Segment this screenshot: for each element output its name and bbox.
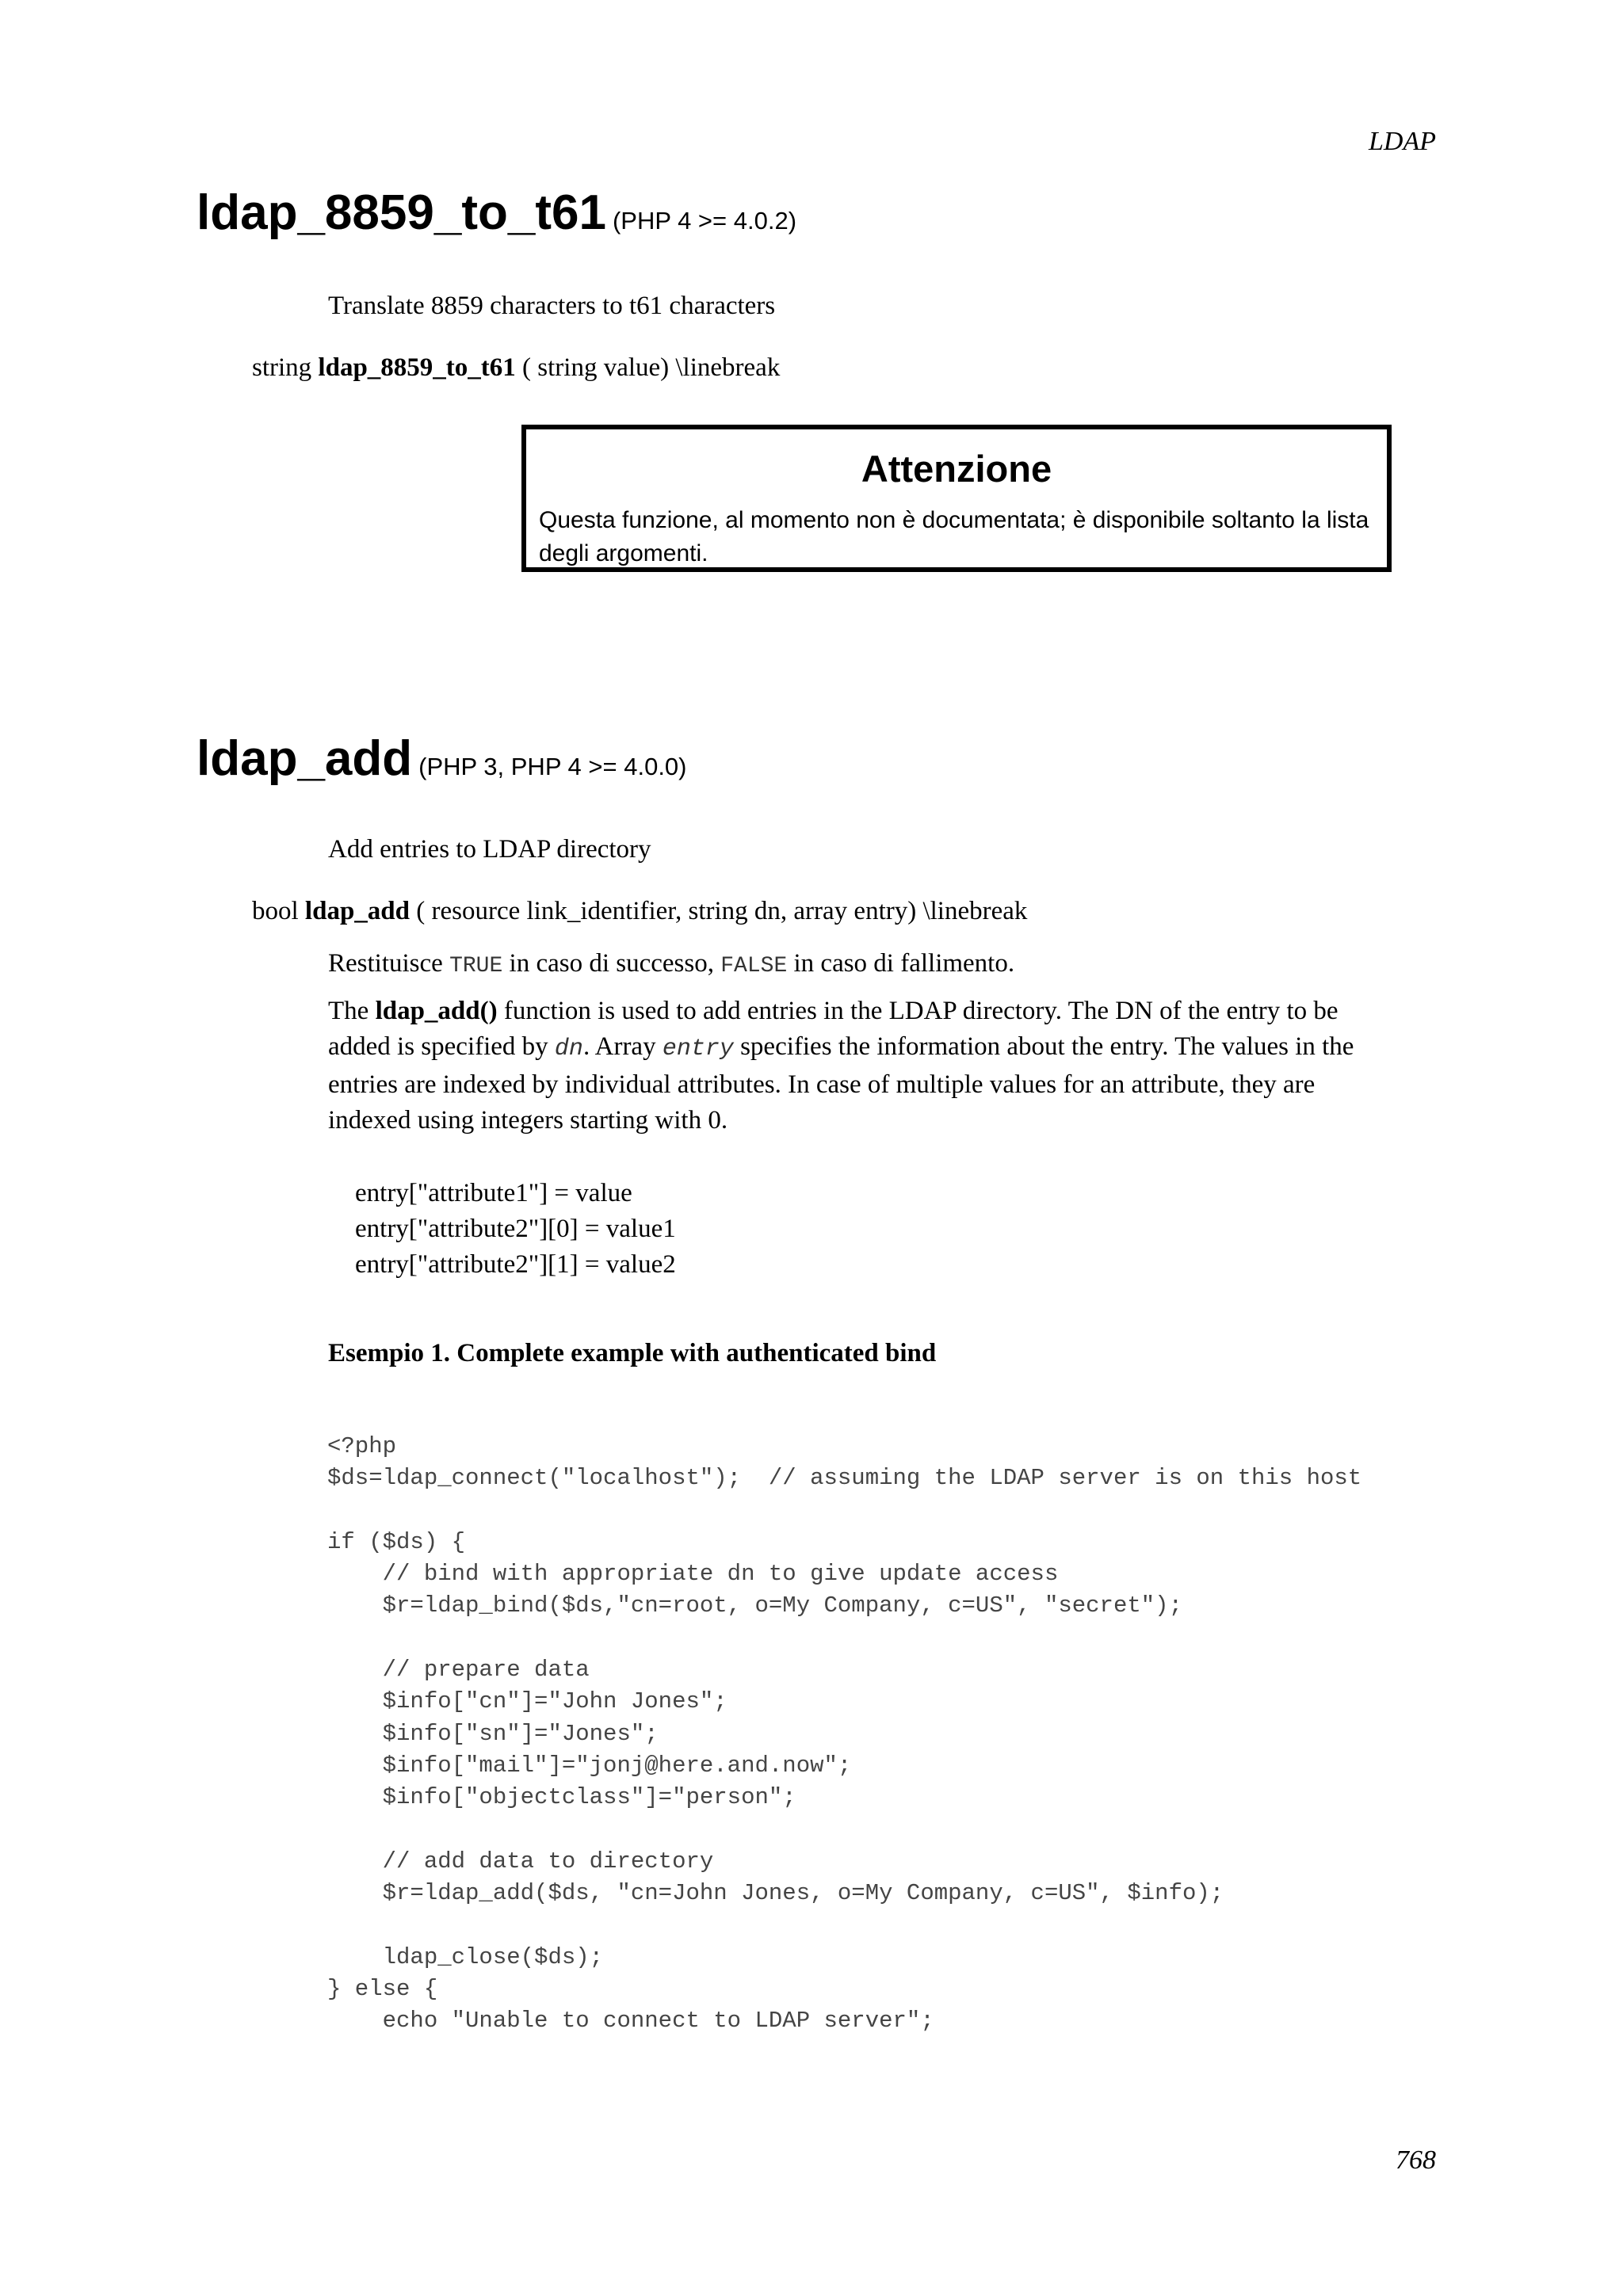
return-text-pre: Restituisce: [328, 949, 443, 978]
description-line-1: [328, 994, 1354, 1029]
running-header: LDAP: [1369, 127, 1436, 156]
function-version: (PHP 4 >= 4.0.2): [612, 207, 797, 235]
entry-structure-list: [355, 1176, 676, 1283]
entry-line: entry["attribute1"] = value: [355, 1179, 632, 1207]
synopsis-arguments: ( resource link_identifier, string dn, array entry) \linebreak: [416, 897, 1028, 925]
return-text-post: in caso di fallimento.: [793, 949, 1015, 978]
true-literal: TRUE: [449, 954, 503, 978]
return-value-text: [328, 946, 1014, 984]
function-title-ldap-8859-to-t61: [197, 185, 797, 240]
description-paragraph: [328, 994, 1354, 1138]
param-entry: entry: [662, 1035, 734, 1062]
function-name: ldap_add: [197, 731, 413, 786]
description-line-3: entries are indexed by individual attributes. In case of multiple values for an attribute, they are: [328, 1070, 1316, 1099]
warning-title: Attenzione: [861, 448, 1052, 490]
warning-text: Questa funzione, al momento non è documentata; è disponibile soltanto la lista degli argomenti.: [539, 507, 1369, 566]
function-synopsis: [252, 353, 780, 383]
warning-box: [521, 425, 1392, 572]
function-purpose: Add entries to LDAP directory: [328, 835, 651, 864]
return-text-mid: in caso di successo,: [509, 949, 714, 978]
function-title-ldap-add: [197, 731, 687, 786]
desc-text: specifies the information about the entry. The values in the: [740, 1032, 1354, 1061]
param-dn: dn: [554, 1035, 583, 1062]
description-line-4: indexed using integers starting with 0.: [328, 1106, 728, 1135]
synopsis-function-name: ldap_8859_to_t61: [318, 353, 516, 382]
desc-text: . Array: [582, 1032, 656, 1061]
synopsis-function-name: ldap_add: [304, 897, 411, 925]
function-version: (PHP 3, PHP 4 >= 4.0.0): [418, 753, 687, 780]
function-reference: ldap_add(): [375, 997, 498, 1025]
example-title: Esempio 1. Complete example with authenticated bind: [328, 1339, 937, 1367]
synopsis-return-type: bool: [252, 897, 299, 925]
desc-text: added is specified by: [328, 1032, 548, 1061]
entry-line: entry["attribute2"][0] = value1: [355, 1215, 676, 1243]
description-line-2: [328, 1029, 1354, 1067]
synopsis-return-type: string: [252, 353, 312, 382]
synopsis-arguments: ( string value) \linebreak: [522, 353, 781, 382]
page-number: 768: [1396, 2145, 1436, 2175]
entry-line: entry["attribute2"][1] = value2: [355, 1250, 676, 1279]
false-literal: FALSE: [720, 954, 788, 978]
code-example: <?php $ds=ldap_connect("localhost"); // assuming the LDAP server is on this host if ($ds) { // bind with appropriate dn to give update access $r=ldap_bind($ds,"cn=root, o=My Company, c=US", "secret"); // prepare data $info["cn"]="John Jones"; $info["sn"]="Jones"; $info["mail"]="jonj@here.and.now"; $info["objectclass"]="person"; // add data to directory $r=ldap_add($ds, "cn=John Jones, o=My Company, c=US", $info); ldap_close($ds); } else { echo "Unable to connect to LDAP server";: [327, 1433, 1362, 2035]
function-purpose: Translate 8859 characters to t61 characters: [328, 292, 776, 320]
function-name: ldap_8859_to_t61: [197, 185, 606, 240]
function-synopsis: [252, 897, 1027, 926]
desc-text: The: [328, 997, 369, 1025]
desc-text: function is used to add entries in the LDAP directory. The DN of the entry to be: [503, 997, 1338, 1025]
